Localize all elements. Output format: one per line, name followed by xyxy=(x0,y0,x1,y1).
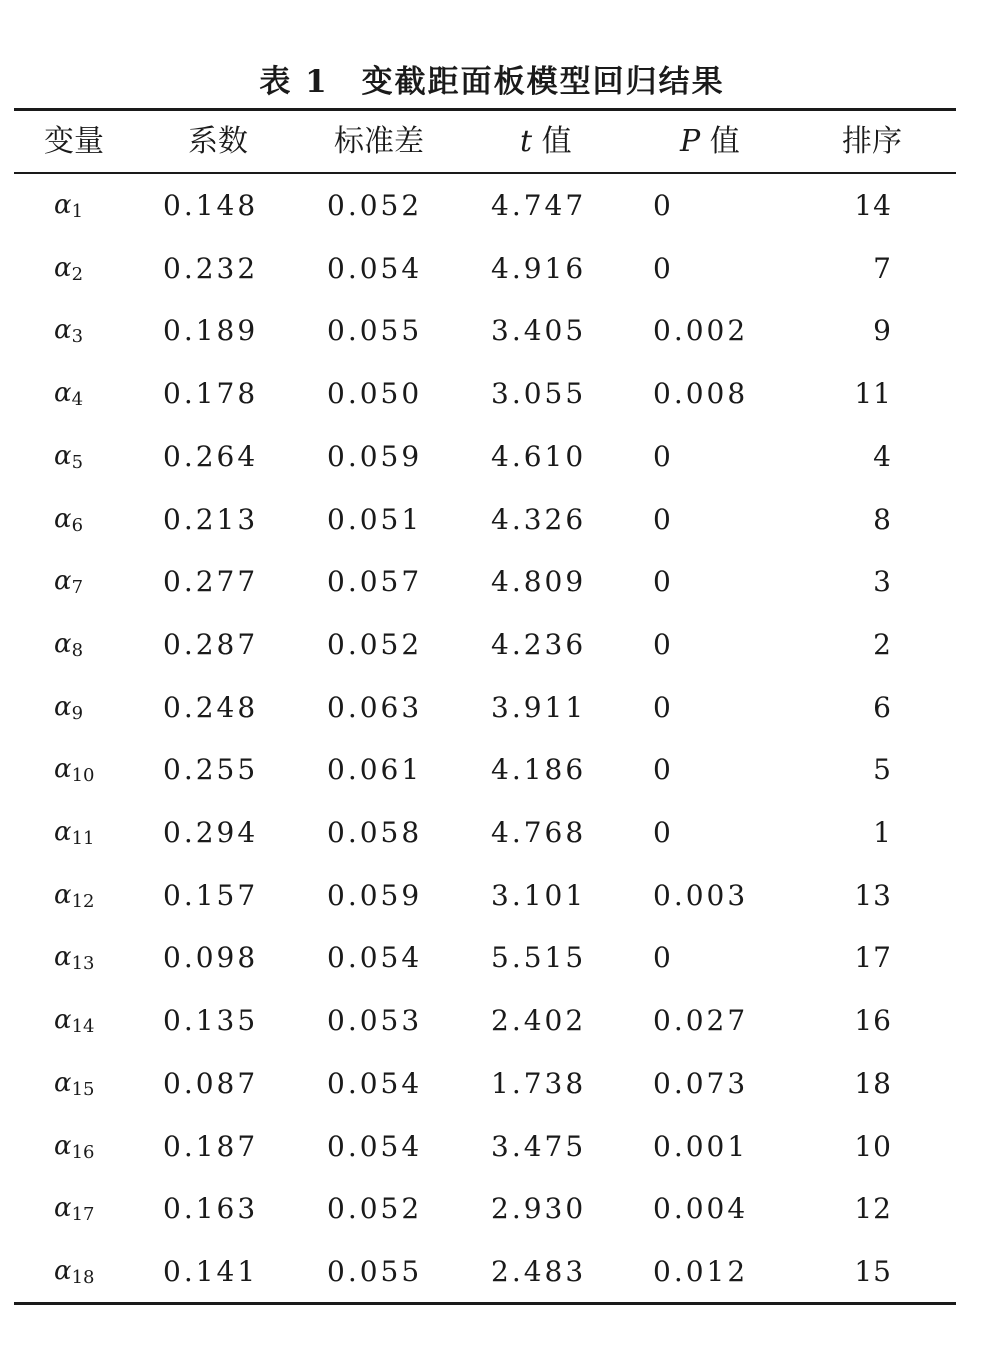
cell-variable xyxy=(54,864,94,927)
variable-subscript: 4 xyxy=(71,389,84,411)
cell-p: 0 xyxy=(653,565,674,599)
cell-rank: 13 xyxy=(854,878,892,912)
cell-variable xyxy=(54,425,83,488)
cell-t: 5.515 xyxy=(491,941,587,975)
cell-p: 0.004 xyxy=(653,1192,749,1226)
cell-coef: 0.248 xyxy=(163,690,259,724)
table-header xyxy=(0,111,984,172)
cell-variable xyxy=(54,989,94,1052)
cell-rank: 15 xyxy=(854,1254,892,1288)
cell-variable xyxy=(54,1177,94,1240)
header-coef: 系数 xyxy=(188,124,248,159)
header-t-suffix: 值 xyxy=(532,124,572,159)
variable-subscript: 10 xyxy=(71,765,95,787)
cell-p: 0.008 xyxy=(653,377,749,411)
variable-symbol: α xyxy=(54,879,72,910)
cell-t: 2.402 xyxy=(491,1004,587,1038)
variable-symbol: α xyxy=(54,691,72,722)
variable-subscript: 9 xyxy=(71,702,84,724)
header-t-symbol: t xyxy=(520,124,533,159)
variable-subscript: 8 xyxy=(71,639,84,661)
cell-coef: 0.087 xyxy=(163,1066,259,1100)
cell-variable xyxy=(54,1115,94,1178)
cell-rank: 9 xyxy=(873,314,892,348)
variable-symbol: α xyxy=(54,942,72,973)
cell-variable xyxy=(54,1052,94,1115)
cell-rank: 11 xyxy=(854,377,892,411)
variable-symbol: α xyxy=(54,1193,72,1224)
cell-se: 0.053 xyxy=(327,1004,423,1038)
header-t xyxy=(520,111,572,172)
cell-coef: 0.098 xyxy=(163,941,259,975)
cell-variable xyxy=(54,926,94,989)
table-row xyxy=(0,1240,984,1303)
cell-se: 0.051 xyxy=(327,502,423,536)
cell-rank: 12 xyxy=(854,1192,892,1226)
variable-subscript: 17 xyxy=(71,1204,95,1226)
cell-se: 0.055 xyxy=(327,1254,423,1288)
cell-rank: 1 xyxy=(873,816,892,849)
cell-coef: 0.213 xyxy=(163,502,259,536)
cell-coef: 0.294 xyxy=(163,816,259,849)
table-row xyxy=(0,613,984,676)
header-p xyxy=(680,111,740,172)
header-se: 标准差 xyxy=(334,124,424,159)
cell-p: 0.001 xyxy=(653,1129,749,1163)
cell-p: 0 xyxy=(653,439,674,473)
table-title: 表 1 变截距面板模型回归结果 xyxy=(259,64,725,100)
cell-t: 4.916 xyxy=(491,251,587,285)
header-variable: 变量 xyxy=(44,124,104,159)
cell-coef: 0.163 xyxy=(163,1192,259,1226)
cell-se: 0.052 xyxy=(327,627,423,661)
variable-subscript: 18 xyxy=(71,1266,95,1288)
cell-rank: 5 xyxy=(873,753,892,787)
table-row xyxy=(0,926,984,989)
cell-p: 0 xyxy=(653,941,674,975)
cell-rank: 17 xyxy=(854,941,892,975)
variable-symbol: α xyxy=(54,1255,72,1286)
cell-t: 4.610 xyxy=(491,439,587,473)
cell-coef: 0.141 xyxy=(163,1254,259,1288)
cell-p: 0 xyxy=(653,502,674,536)
variable-subscript: 15 xyxy=(71,1078,95,1100)
cell-t: 3.911 xyxy=(491,690,587,724)
variable-subscript: 14 xyxy=(71,1016,95,1038)
cell-variable xyxy=(54,299,83,362)
cell-coef: 0.135 xyxy=(163,1004,259,1038)
header-p-suffix: 值 xyxy=(700,124,740,159)
table-row xyxy=(0,550,984,613)
cell-p: 0 xyxy=(653,690,674,724)
variable-symbol: α xyxy=(54,566,72,597)
cell-se: 0.058 xyxy=(327,816,423,849)
cell-variable xyxy=(54,1240,94,1303)
cell-coef: 0.148 xyxy=(163,189,259,222)
cell-rank: 4 xyxy=(873,439,892,473)
cell-t: 1.738 xyxy=(491,1066,587,1100)
cell-coef: 0.232 xyxy=(163,251,259,285)
variable-symbol: α xyxy=(54,628,72,659)
cell-rank: 3 xyxy=(873,565,892,599)
cell-variable xyxy=(54,237,83,300)
cell-t: 3.405 xyxy=(491,314,587,348)
cell-se: 0.061 xyxy=(327,753,423,787)
cell-t: 3.055 xyxy=(491,377,587,411)
cell-se: 0.054 xyxy=(327,251,423,285)
variable-subscript: 2 xyxy=(71,263,84,285)
cell-rank: 18 xyxy=(854,1066,892,1100)
cell-se: 0.052 xyxy=(327,189,423,222)
variable-subscript: 11 xyxy=(71,828,95,849)
cell-t: 2.930 xyxy=(491,1192,587,1226)
variable-subscript: 1 xyxy=(71,201,84,222)
cell-p: 0.012 xyxy=(653,1254,749,1288)
variable-symbol: α xyxy=(54,378,72,409)
cell-variable xyxy=(54,174,83,237)
cell-t: 4.186 xyxy=(491,753,587,787)
variable-symbol: α xyxy=(54,1067,72,1098)
cell-variable xyxy=(54,801,94,864)
cell-se: 0.054 xyxy=(327,1066,423,1100)
table-row xyxy=(0,488,984,551)
table-row xyxy=(0,676,984,739)
cell-coef: 0.178 xyxy=(163,377,259,411)
cell-variable xyxy=(54,676,83,739)
cell-rank: 8 xyxy=(873,502,892,536)
cell-se: 0.057 xyxy=(327,565,423,599)
cell-t: 3.101 xyxy=(491,878,587,912)
cell-coef: 0.189 xyxy=(163,314,259,348)
table-row xyxy=(0,237,984,300)
header-rank: 排序 xyxy=(842,124,902,159)
variable-subscript: 5 xyxy=(71,451,84,473)
variable-subscript: 3 xyxy=(71,326,84,348)
variable-symbol: α xyxy=(54,1130,72,1161)
table-row xyxy=(0,174,984,237)
cell-rank: 6 xyxy=(873,690,892,724)
cell-p: 0 xyxy=(653,816,674,849)
cell-coef: 0.255 xyxy=(163,753,259,787)
table-row xyxy=(0,1115,984,1178)
variable-subscript: 6 xyxy=(71,514,84,536)
table-row xyxy=(0,299,984,362)
cell-coef: 0.264 xyxy=(163,439,259,473)
variable-symbol: α xyxy=(54,252,72,283)
cell-se: 0.052 xyxy=(327,1192,423,1226)
variable-symbol: α xyxy=(54,315,72,346)
table-row xyxy=(0,801,984,864)
cell-p: 0 xyxy=(653,251,674,285)
cell-p: 0 xyxy=(653,189,674,222)
cell-se: 0.063 xyxy=(327,690,423,724)
cell-rank: 14 xyxy=(854,189,892,222)
cell-p: 0.002 xyxy=(653,314,749,348)
cell-variable xyxy=(54,738,94,801)
cell-p: 0.073 xyxy=(653,1066,749,1100)
variable-symbol: α xyxy=(54,503,72,534)
cell-variable xyxy=(54,613,83,676)
table-row xyxy=(0,864,984,927)
cell-rank: 2 xyxy=(873,627,892,661)
cell-variable xyxy=(54,362,83,425)
table-row xyxy=(0,989,984,1052)
cell-variable xyxy=(54,550,83,613)
variable-symbol: α xyxy=(54,1005,72,1036)
cell-p: 0 xyxy=(653,627,674,661)
cell-p: 0 xyxy=(653,753,674,787)
cell-se: 0.059 xyxy=(327,439,423,473)
cell-coef: 0.277 xyxy=(163,565,259,599)
cell-se: 0.050 xyxy=(327,377,423,411)
cell-t: 3.475 xyxy=(491,1129,587,1163)
variable-subscript: 7 xyxy=(71,577,84,599)
cell-t: 4.747 xyxy=(491,189,587,222)
bottom-rule xyxy=(14,1302,956,1305)
cell-t: 4.326 xyxy=(491,502,587,536)
cell-se: 0.059 xyxy=(327,878,423,912)
table-row xyxy=(0,425,984,488)
variable-symbol: α xyxy=(54,817,72,847)
table-row xyxy=(0,738,984,801)
cell-rank: 7 xyxy=(873,251,892,285)
cell-rank: 16 xyxy=(854,1004,892,1038)
cell-se: 0.054 xyxy=(327,941,423,975)
variable-symbol: α xyxy=(54,754,72,785)
cell-t: 2.483 xyxy=(491,1254,587,1288)
header-p-symbol: P xyxy=(680,124,701,159)
cell-p: 0.027 xyxy=(653,1004,749,1038)
cell-t: 4.768 xyxy=(491,816,587,849)
cell-coef: 0.287 xyxy=(163,627,259,661)
variable-symbol: α xyxy=(54,190,72,220)
cell-coef: 0.157 xyxy=(163,878,259,912)
cell-t: 4.809 xyxy=(491,565,587,599)
cell-se: 0.054 xyxy=(327,1129,423,1163)
table-row xyxy=(0,362,984,425)
cell-coef: 0.187 xyxy=(163,1129,259,1163)
table-row xyxy=(0,1052,984,1115)
cell-variable xyxy=(54,488,83,551)
table-row xyxy=(0,1177,984,1240)
variable-subscript: 16 xyxy=(71,1141,95,1163)
cell-rank: 10 xyxy=(854,1129,892,1163)
cell-se: 0.055 xyxy=(327,314,423,348)
cell-p: 0.003 xyxy=(653,878,749,912)
variable-subscript: 12 xyxy=(71,890,95,912)
variable-subscript: 13 xyxy=(71,953,95,975)
variable-symbol: α xyxy=(54,440,72,471)
cell-t: 4.236 xyxy=(491,627,587,661)
